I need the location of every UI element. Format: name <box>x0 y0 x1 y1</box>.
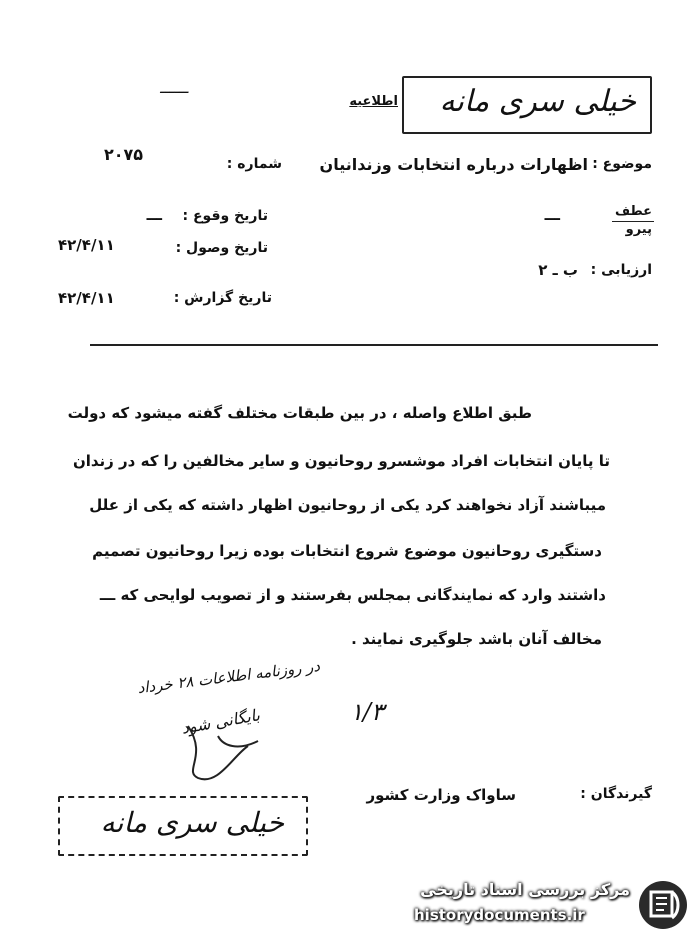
body-line: دستگیری روحانیون موضوع شروع انتخابات بوده زیرا روحانیون تصمیم <box>92 542 602 560</box>
body-line: میباشند آزاد نخواهند کرد یکی از روحانیون اظهار داشته که یکی از علل <box>89 496 606 514</box>
subject-label: موضوع : <box>592 156 652 172</box>
watermark-url: historydocuments.ir <box>414 906 585 924</box>
report-date-label: تاریخ گزارش : <box>173 290 272 306</box>
body-line: مخالف آنان باشد جلوگیری نمایند . <box>351 630 602 648</box>
occurrence-date-value: ـــ <box>146 206 162 224</box>
reference-label: عطف <box>614 204 652 219</box>
recipients-value: ساواک وزارت کشور <box>366 786 516 804</box>
subject-value: اظهارات درباره انتخابات وزندانیان <box>319 155 588 174</box>
stamp-bottom-text: خیلی سری مانه <box>100 806 284 839</box>
report-date-value: ۴۲/۴/۱۱ <box>58 289 115 307</box>
handwritten-note: در روزنامه اطلاعات ۲۸ خرداد <box>136 656 321 698</box>
signature-scribble <box>178 716 268 786</box>
occurrence-date-label: تاریخ وقوع : <box>182 208 268 224</box>
received-date-label: تاریخ وصول : <box>175 240 268 256</box>
handwritten-number: ۱/۳ <box>350 698 384 726</box>
classification-stamp-bottom <box>58 796 308 856</box>
classification-stamp-top <box>402 76 652 134</box>
handwritten-archive-note: بایگانی شود <box>179 705 262 738</box>
evaluation-value: ب ـ ۲ <box>538 261 578 279</box>
reference-value: ـــ <box>544 206 560 224</box>
number-value: ۲۰۷۵ <box>104 145 144 164</box>
archive-logo-icon <box>636 878 690 932</box>
received-date-value: ۴۲/۴/۱۱ <box>58 236 115 254</box>
reference-sub-label: پیرو <box>625 222 652 237</box>
corner-scribble: ــــــ <box>160 78 189 97</box>
header-divider <box>90 344 658 346</box>
body-line: داشتند وارد که نمایندگانی بمجلس بفرستند و از تصویب لوایحی که ـــ <box>99 586 606 604</box>
evaluation-label: ارزیابی : <box>590 262 652 278</box>
body-line: تا پایان انتخابات افراد موشسرو روحانیون و سایر مخالفین را که در زندان <box>72 452 610 470</box>
recipients-label: گیرندگان : <box>580 786 652 802</box>
number-label: شماره : <box>226 156 282 172</box>
watermark-badge <box>404 872 696 936</box>
body-line: طبق اطلاع واصله ، در بین طبقات مختلف گفته میشود که دولت <box>67 404 532 422</box>
stamp-top-text: خیلی سری مانه <box>439 84 636 119</box>
notice-label: اطلاعیه <box>349 94 398 109</box>
watermark-title: مرکز بررسی اسناد تاریخی <box>420 880 630 899</box>
